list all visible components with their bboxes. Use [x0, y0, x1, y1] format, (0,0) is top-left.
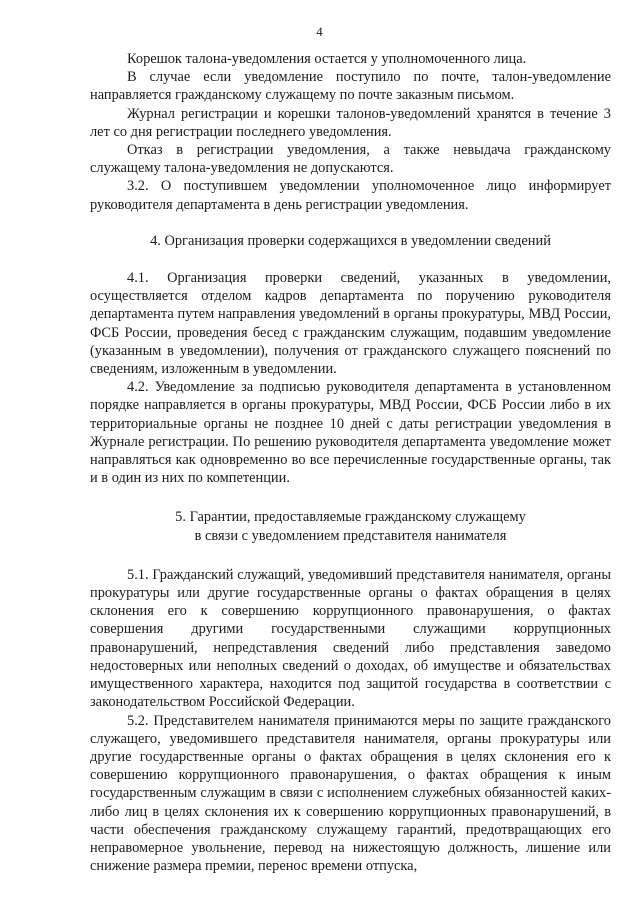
- section-heading-5: [90, 508, 611, 544]
- paragraph: В случае если уведомление поступило по почте, талон-уведомление направляется гражданскому служащему по почте заказным письмом.: [90, 69, 611, 104]
- page-number: 4: [316, 24, 323, 39]
- paragraph: 4.1. Организация проверки сведений, указанных в уведомлении, осуществляется отделом кадров департамента по поручению руководителя департамента путем направления уведомлений в органы прокуратуры, МВД России, ФСБ России, проведения бесед с гражданским служащим, подавшим уведомление (указанным в уведомлении), получения от гражданского служащего пояснений по сведениям, изложенным в уведомлении.: [90, 270, 611, 378]
- paragraph: 5.2. Представителем нанимателя принимаются меры по защите гражданского служащего, уведомившего представителя нанимателя, органы прокуратуры или другие государственные органы о фактах обращения в целях склонения его к совершению коррупционного правонарушения, о фактах обращения к иным государственным служащим в связи с исполнением служебных обязанностей каких-либо лиц в целях склонения их к совершению коррупционных правонарушений, в части обеспечения гражданскому служащему гарантий, предотвращающих его неправомерное увольнение, перевод на нижестоящую должность, лишение или снижение размера премии, перенос времени отпуска,: [90, 712, 611, 875]
- section-heading-4: 4. Организация проверки содержащихся в уведомлении сведений: [150, 232, 551, 249]
- paragraph: Журнал регистрации и корешки талонов-уведомлений хранятся в течение 3 лет со дня регистрации последнего уведомления.: [90, 105, 611, 140]
- paragraph: 5.1. Гражданский служащий, уведомивший представителя нанимателя, органы прокуратуры или другие государственные органы о фактах обращения в целях склонения его к совершению коррупционного правонарушения, о фактах совершения другими государственными служащими коррупционных правонарушений, непредставления сведений либо представления заведомо недостоверных или неполных сведений о доходах, об имуществе и обязательствах имущественного характера, находится под защитой государства в соответствии с законодательством Российской Федерации.: [90, 566, 611, 711]
- section-heading-5-line1: 5. Гарантии, предоставляемые гражданскому служащему: [175, 509, 526, 526]
- section-heading-5-line2: в связи с уведомлением представителя нанимателя: [194, 527, 507, 544]
- paragraph: Корешок талона-уведомления остается у уполномоченного лица.: [127, 51, 527, 67]
- document-body: [90, 50, 611, 875]
- paragraph: 3.2. О поступившем уведомлении уполномоченное лицо информирует руководителя департамента в день регистрации уведомления.: [90, 178, 611, 213]
- paragraph: Отказ в регистрации уведомления, а также невыдача гражданскому служащему талона-уведомления не допускаются.: [90, 142, 611, 177]
- paragraph: 4.2. Уведомление за подписью руководителя департамента в установленном порядке направляется в органы прокуратуры, МВД России, ФСБ России либо в их территориальные органы не позднее 10 дней с даты регистрации уведомления в Журнале регистрации. По решению руководителя департамента уведомление может направляться как одновременно во все перечисленные государственные органы, так и в один из них по компетенции.: [90, 379, 611, 487]
